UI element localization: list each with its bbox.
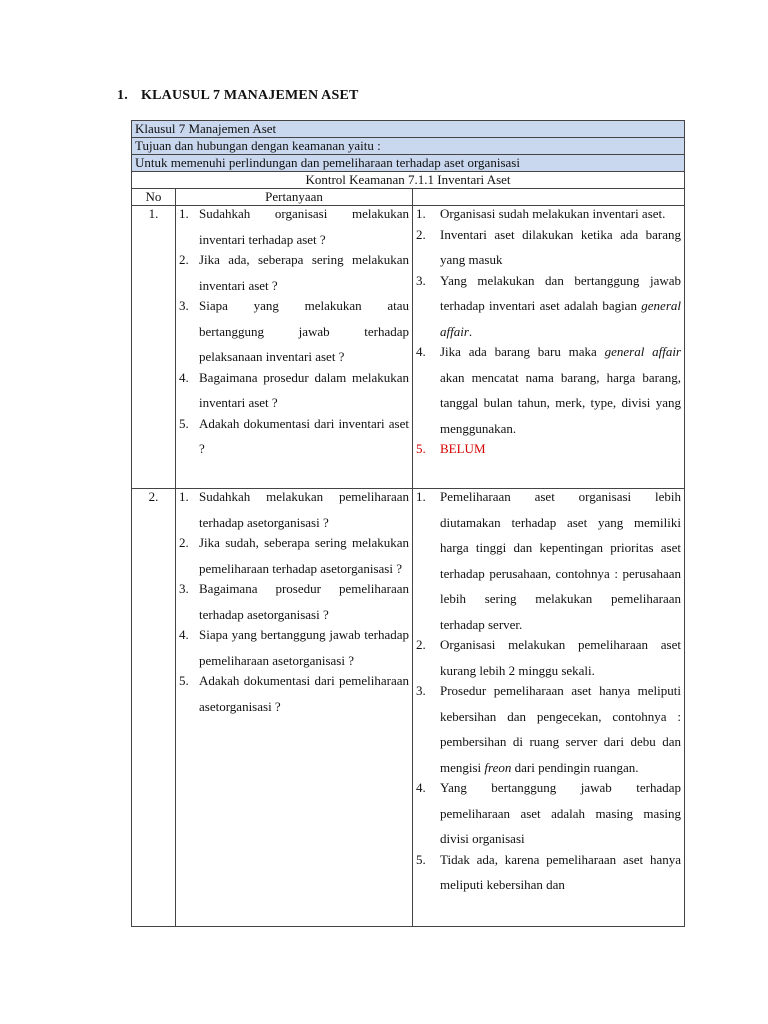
question-item — [179, 673, 409, 719]
italic-term: general affair — [440, 298, 681, 339]
table-row — [132, 489, 685, 927]
italic-term: freon — [484, 759, 512, 775]
item-number: 5. — [179, 673, 189, 688]
answer-item — [416, 683, 681, 780]
answer-item — [416, 852, 681, 898]
item-number: 2. — [416, 637, 426, 652]
item-number: 3. — [179, 581, 189, 596]
row-number: 1. — [132, 206, 176, 489]
answers-cell — [413, 489, 685, 927]
question-item — [179, 535, 409, 581]
column-header-no: No — [132, 189, 176, 206]
question-item — [179, 581, 409, 627]
item-number: 1. — [416, 489, 426, 504]
answers-cell — [413, 206, 685, 489]
section-heading — [117, 88, 359, 104]
section-number: 1. — [117, 88, 128, 103]
item-number: 1. — [179, 206, 189, 221]
answer-item — [416, 637, 681, 683]
item-text: Yang bertanggung jawab terhadap pemeliharaan aset adalah masing masing divisi organisasi — [440, 780, 681, 846]
question-item — [179, 370, 409, 416]
item-text: Siapa yang bertanggung jawab terhadap pemeliharaan asetorganisasi ? — [199, 627, 409, 668]
question-item — [179, 489, 409, 535]
item-text: Tidak ada, karena pemeliharaan aset hanya meliputi kebersihan dan — [440, 851, 681, 892]
table-row — [132, 206, 685, 489]
question-item — [179, 206, 409, 252]
question-list — [179, 489, 409, 719]
question-item — [179, 252, 409, 298]
item-number: 5. — [416, 441, 426, 456]
item-number: 4. — [179, 627, 189, 642]
question-item — [179, 416, 409, 462]
answer-item — [416, 273, 681, 345]
item-number: 4. — [416, 344, 426, 359]
item-text: Sudahkah melakukan pemeliharaan terhadap asetorganisasi ? — [199, 489, 409, 530]
item-number: 2. — [179, 535, 189, 550]
item-text: Organisasi melakukan pemeliharaan aset kurang lebih 2 minggu sekali. — [440, 637, 681, 678]
answer-item — [416, 780, 681, 852]
questions-cell — [176, 489, 413, 927]
question-item — [179, 298, 409, 370]
item-text: Pemeliharaan aset organisasi lebih diutamakan terhadap aset yang memiliki harga tinggi dan kepentingan prioritas aset terhadap perusahaan, contohnya : perusahaan lebih sering melakukan pemeliharaan terhadap server. — [440, 489, 681, 632]
item-text: BELUM — [440, 441, 486, 456]
asset-control-table — [131, 120, 685, 927]
item-text: Bagaimana prosedur pemeliharaan terhadap asetorganisasi ? — [199, 581, 409, 622]
item-number: 4. — [416, 780, 426, 795]
row-number: 2. — [132, 489, 176, 927]
item-text: Organisasi sudah melakukan inventari aset. — [440, 206, 666, 221]
answer-item — [416, 344, 681, 441]
item-number: 1. — [179, 489, 189, 504]
item-number: 3. — [416, 683, 426, 698]
questions-cell — [176, 206, 413, 489]
item-text: Sudahkah organisasi melakukan inventari terhadap aset ? — [199, 206, 409, 247]
column-header-pertanyaan: Pertanyaan — [176, 189, 413, 206]
section-title: KLAUSUL 7 MANAJEMEN ASET — [141, 88, 359, 103]
question-list — [179, 206, 409, 462]
item-text: Jika ada, seberapa sering melakukan inventari aset ? — [199, 252, 409, 293]
klausul-row: Klausul 7 Manajemen Aset — [132, 121, 685, 138]
item-text: Siapa yang melakukan atau bertanggung jawab terhadap pelaksanaan inventari aset ? — [199, 298, 409, 364]
item-text: Adakah dokumentasi dari inventari aset ? — [199, 415, 409, 456]
item-text: Jika sudah, seberapa sering melakukan pemeliharaan terhadap asetorganisasi ? — [199, 535, 409, 576]
item-number: 5. — [179, 415, 189, 431]
answer-list — [416, 489, 681, 898]
answer-item — [416, 489, 681, 637]
kontrol-row: Kontrol Keamanan 7.1.1 Inventari Aset — [132, 172, 685, 189]
item-text: Jika ada barang baru maka general affair akan mencatat nama barang, harga barang, tanggal bulan tahun, merk, type, divisi yang menggunakan. — [440, 344, 681, 436]
item-text: Bagaimana prosedur dalam melakukan inventari aset ? — [199, 369, 409, 410]
item-number: 4. — [179, 369, 189, 385]
item-text: Inventari aset dilakukan ketika ada barang yang masuk — [440, 226, 681, 267]
item-number: 1. — [416, 206, 426, 221]
tujuan-row: Tujuan dan hubungan dengan keamanan yaitu : — [132, 138, 685, 155]
answer-item — [416, 227, 681, 273]
item-number: 3. — [416, 272, 426, 288]
untuk-row: Untuk memenuhi perlindungan dan pemeliharaan terhadap aset organisasi — [132, 155, 685, 172]
item-text: Prosedur pemeliharaan aset hanya meliputi kebersihan dan pengecekan, contohnya : pembersihan di ruang server dari debu dan mengisi freon dari pendingin ruangan. — [440, 683, 681, 775]
italic-term: general affair — [604, 344, 681, 359]
item-number: 2. — [179, 252, 189, 267]
item-number: 3. — [179, 298, 189, 313]
item-text: Adakah dokumentasi dari pemeliharaan asetorganisasi ? — [199, 673, 409, 714]
item-number: 5. — [416, 851, 426, 867]
item-text: Yang melakukan dan bertanggung jawab terhadap inventari aset adalah bagian general affair. — [440, 272, 681, 339]
question-item — [179, 627, 409, 673]
answer-list — [416, 206, 681, 462]
answer-item — [416, 441, 681, 462]
item-number: 2. — [416, 226, 426, 242]
